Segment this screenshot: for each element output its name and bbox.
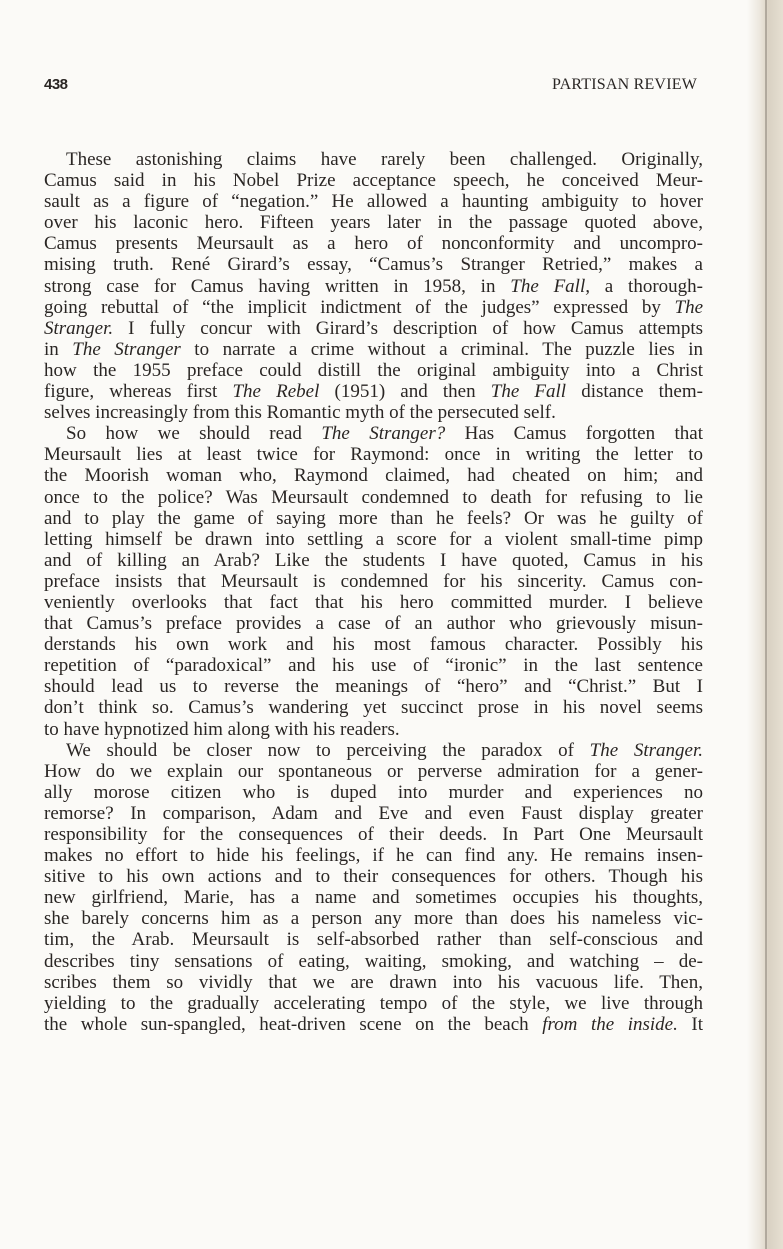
text-segment: ally morose citizen who is duped into murder and experiences no (44, 781, 703, 803)
text-segment: and of killing an Arab? Like the students I have quoted, Camus in his (44, 549, 703, 571)
text-line (44, 233, 703, 254)
text-segment: in (44, 338, 73, 360)
text-line (44, 613, 703, 634)
text-line (44, 297, 703, 318)
text-segment: that Camus’s preface provides a case of an author who grievously misun- (44, 613, 703, 635)
italic-title-text: The Stranger (72, 338, 181, 360)
text-line (44, 634, 703, 655)
text-segment: yielding to the gradually accelerating tempo of the style, we live through (44, 992, 703, 1014)
text-line (44, 444, 703, 465)
text-line (44, 887, 703, 908)
text-segment: once to the police? Was Meursault condemned to death for refusing to lie (44, 486, 703, 508)
text-segment: veniently overlooks that fact that his hero committed murder. I believe (44, 591, 703, 613)
text-line (44, 276, 703, 297)
text-segment: a thorough- (590, 275, 703, 297)
article-body (44, 149, 703, 1035)
text-line (44, 782, 703, 803)
text-segment: to narrate a crime without a criminal. The puzzle lies in (180, 338, 704, 360)
text-line (44, 465, 703, 486)
text-segment: derstands his own work and his most famous character. Possibly his (44, 634, 703, 656)
text-line (44, 149, 703, 170)
italic-title-text: The Rebel (232, 381, 320, 403)
text-line (44, 339, 703, 360)
text-segment: should lead us to reverse the meanings of “hero” and “Christ.” But I (44, 676, 703, 698)
text-segment: distance them- (566, 381, 703, 403)
text-segment: selves increasingly from this Romantic myth of the persecuted self. (44, 402, 556, 424)
text-segment: (1951) and then (319, 381, 491, 403)
text-segment: It (677, 1013, 703, 1035)
text-segment: going rebuttal of “the implicit indictment of the judges” expressed by (44, 296, 675, 318)
text-segment: These astonishing claims have rarely been challenged. Originally, (66, 149, 703, 170)
text-segment: I fully concur with Girard’s description of how Camus attempts (113, 317, 703, 339)
text-line (44, 761, 703, 782)
text-line (44, 1014, 703, 1035)
text-line (44, 318, 703, 339)
text-line (44, 360, 703, 381)
text-segment: figure, whereas first (44, 381, 233, 403)
italic-title-text: The Fall (490, 381, 567, 403)
text-line (44, 719, 703, 740)
text-segment: Has Camus forgotten that (445, 423, 703, 445)
text-line (44, 866, 703, 887)
italic-title-text: from the inside. (542, 1013, 678, 1035)
text-segment: repetition of “paradoxical” and his use of “ironic” in the last sentence (44, 655, 703, 677)
text-segment: how the 1955 preface could distill the original ambiguity into a Christ (44, 359, 703, 381)
text-segment: and to play the game of saying more than he feels? Or was he guilty of (44, 507, 703, 529)
text-line (44, 508, 703, 529)
text-line (44, 929, 703, 950)
text-line (44, 402, 703, 423)
text-segment: don’t think so. Camus’s wandering yet succinct prose in his novel seems (44, 697, 703, 719)
text-line (44, 908, 703, 929)
text-segment: strong case for Camus having written in 1958, in (44, 275, 511, 297)
text-line (44, 655, 703, 676)
italic-title-text: The Fall, (510, 275, 590, 297)
text-line (44, 592, 703, 613)
text-line (44, 697, 703, 718)
text-line (44, 191, 703, 212)
text-line (44, 824, 703, 845)
text-segment: sault as a figure of “negation.” He allowed a haunting ambiguity to hover (44, 191, 703, 213)
text-segment: tim, the Arab. Meursault is self-absorbed rather than self-conscious and (44, 929, 703, 951)
page-edge-line (765, 0, 767, 1249)
text-segment: letting himself be drawn into settling a score for a violent small-time pimp (44, 528, 703, 550)
text-line (44, 676, 703, 697)
text-line (44, 170, 703, 191)
text-segment: responsibility for the consequences of their deeds. In Part One Meursault (44, 824, 703, 845)
text-segment: scribes them so vividly that we are drawn into his vacuous life. Then, (44, 971, 703, 993)
text-segment: over his laconic hero. Fifteen years later in the passage quoted above, (44, 212, 703, 234)
text-segment: How do we explain our spontaneous or perverse admiration for a gener- (44, 760, 703, 782)
text-line (44, 803, 703, 824)
text-line (44, 254, 703, 275)
running-head: PARTISAN REVIEW (551, 76, 697, 93)
text-line (44, 993, 703, 1014)
text-segment: she barely concerns him as a person any more than does his nameless vic- (44, 908, 703, 930)
text-segment: So how we should read (66, 423, 322, 445)
text-segment: Meursault lies at least twice for Raymond: once in writing the letter to (44, 444, 703, 466)
italic-title-text: The Stranger? (321, 423, 446, 445)
text-line (44, 571, 703, 592)
text-segment: sitive to his own actions and to their consequences for others. Though his (44, 866, 703, 888)
text-segment: makes no effort to hide his feelings, if he can find any. He remains insen- (44, 845, 703, 867)
text-segment: preface insists that Meursault is condemned for his sincerity. Camus con- (44, 570, 703, 592)
text-line (44, 740, 703, 761)
text-segment: remorse? In comparison, Adam and Eve and even Faust display greater (44, 802, 703, 824)
text-segment: describes tiny sensations of eating, waiting, smoking, and watching – de- (44, 950, 703, 972)
italic-title-text: Stranger. (44, 317, 114, 339)
text-segment: mising truth. René Girard’s essay, “Camus’s Stranger Retried,” makes a (44, 254, 703, 276)
italic-title-text: The (674, 296, 703, 318)
text-line (44, 550, 703, 571)
text-line (44, 381, 703, 402)
text-segment: Camus said in his Nobel Prize acceptance speech, he conceived Meur- (44, 170, 703, 192)
text-line (44, 845, 703, 866)
text-line (44, 951, 703, 972)
text-segment: the Moorish woman who, Raymond claimed, had cheated on him; and (44, 465, 703, 487)
text-segment: to have hypnotized him along with his readers. (44, 718, 400, 740)
text-line (44, 972, 703, 993)
text-line (44, 423, 703, 444)
text-segment: the whole sun-spangled, heat-driven scene on the beach (44, 1013, 543, 1035)
text-segment: Camus presents Meursault as a hero of nonconformity and uncompro- (44, 233, 703, 255)
text-line (44, 212, 703, 233)
text-segment: new girlfriend, Marie, has a name and sometimes occupies his thoughts, (44, 887, 703, 909)
text-line (44, 487, 703, 508)
italic-title-text: The Stranger. (589, 739, 703, 761)
text-line (44, 529, 703, 550)
text-segment: We should be closer now to perceiving the paradox of (66, 739, 590, 761)
page-number: 438 (44, 76, 68, 93)
